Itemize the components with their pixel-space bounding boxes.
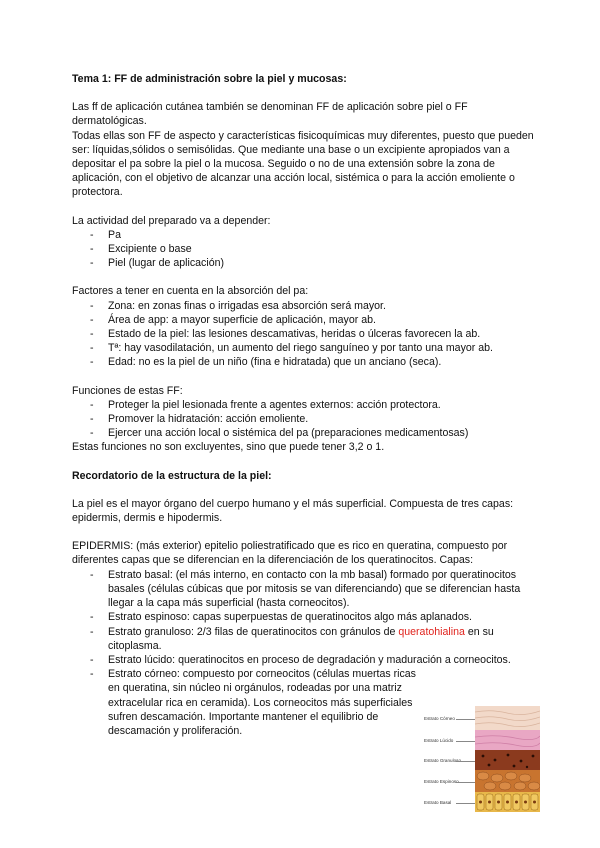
list-item: - Estrato basal: (el más interno, en contacto con la mb basal) formado por queratinocitos basales (células cúbicas que por mitosis se van diferenciando) que se diferencian hasta llegar a la capa más superficial (hasta corneocitos). [72, 568, 542, 611]
list-item: - Zona: en zonas finas o irrigadas esa absorción será mayor. [72, 299, 542, 313]
activity-list [72, 228, 542, 271]
figure-label: Estrato Lúcido [424, 738, 454, 743]
paragraph: EPIDERMIS: (más exterior) epitelio poliestratificado que es rico en queratina, compuesto por diferentes capas que se diferencian en la diferenciación de los queratinocitos. Capas: [72, 540, 508, 567]
figure-label: Estrato Córneo [424, 716, 455, 721]
paragraph: Las ff de aplicación cutánea también se denominan FF de aplicación sobre piel o FF dermatológicas. [72, 101, 468, 128]
list-item: - Estrato espinoso: capas superpuestas de queratinocitos algo más aplanados. [72, 610, 542, 624]
list-item: - Estado de la piel: las lesiones descamativas, heridas o úlceras favorecen la ab. [72, 327, 542, 341]
list-item: - Pa [72, 228, 542, 242]
list-item: - Excipiente o base [72, 242, 542, 256]
figure-label: Estrato Espinoso [424, 779, 459, 784]
granuloso-text: Estrato granuloso: 2/3 filas de queratinocitos con gránulos de [108, 625, 399, 638]
factors-list [72, 299, 542, 370]
list-item: - Estrato córneo: compuesto por corneocitos (células muertas ricas en queratina, sin núcleo ni orgánulos, rodeadas por una matriz extracelular rica en ceramida). Los corneocitos más superficiales sufren descamación. Importante mantener el equilibrio de descamación y proliferación. [72, 667, 418, 738]
paragraph: Estas funciones no son excluyentes, sino que puede tener 3,2 o 1. [72, 441, 385, 454]
figure-label: Estrato Basal [424, 800, 452, 805]
list-item: - Edad: no es la piel de un niño (fina e hidratada) que un anciano (seca). [72, 355, 542, 369]
section-title: Tema 1: FF de administración sobre la piel y mucosas: [72, 73, 347, 85]
list-intro: La actividad del preparado va a depender: [72, 214, 271, 227]
leader-line [456, 803, 475, 804]
leader-line [456, 761, 475, 762]
highlight-term: queratohialina [398, 625, 465, 638]
list-item: - Ejercer una acción local o sistémica del pa (preparaciones medicamentosas) [72, 426, 542, 440]
section-title: Recordatorio de la estructura de la piel: [72, 469, 272, 482]
granuloso-text-end: en su citoplasma. [108, 625, 494, 652]
list-item: - Estrato lúcido: queratinocitos en proceso de degradación y maduración a corneocitos. [72, 653, 542, 667]
leader-line [456, 741, 475, 742]
list-intro: Funciones de estas FF: [72, 384, 183, 397]
list-item [72, 625, 542, 653]
list-item: - Promover la hidratación: acción emoliente. [72, 412, 542, 426]
leader-line [456, 719, 475, 720]
list-intro: Factores a tener en cuenta en la absorción del pa: [72, 285, 309, 298]
list-item: - Piel (lugar de aplicación) [72, 256, 542, 270]
paragraph: La piel es el mayor órgano del cuerpo humano y el más superficial. Compuesta de tres capas: epidermis, dermis e hipodermis. [72, 497, 514, 525]
list-item: - Tª: hay vasodilatación, un aumento del riego sanguíneo y por tanto una mayor ab. [72, 341, 542, 355]
skin-layers-figure [420, 706, 540, 812]
list-item: - Área de app: a mayor superficie de aplicación, mayor ab. [72, 313, 542, 327]
functions-list [72, 398, 542, 441]
paragraph: Todas ellas son FF de aspecto y características fisicoquímicas muy diferentes, puesto que pueden ser: líquidas,sólidos o semisólidas. Que mediante una base o un excipiente apropiados van a depositar el pa sobre la piel o la mucosa. Seguido o no de una extensión sobre la zona de aplicación, con el objetivo de alcanzar una acción local, sistémica o para la acción emoliente o protectora. [72, 129, 534, 199]
skin-layers-image [475, 706, 540, 812]
figure-label: Estrato Granuloso [424, 758, 462, 763]
leader-line [456, 782, 475, 783]
document-page [72, 72, 542, 738]
list-item: - Proteger la piel lesionada frente a agentes externos: acción protectora. [72, 398, 542, 412]
